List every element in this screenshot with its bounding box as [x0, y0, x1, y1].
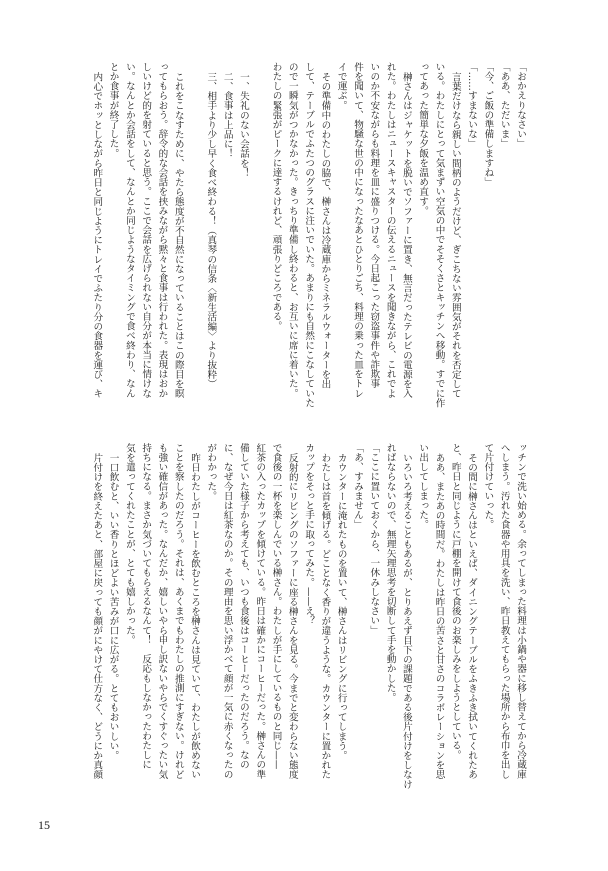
text-line: い出してしまった。 [417, 443, 429, 530]
text-line: 「……すまないな」 [466, 62, 478, 149]
text-line: 昨日わたしがコーヒーを飲むところを榊さんは見ていて、わたしが飲めない [189, 452, 201, 779]
list-item: 一、失礼のない会話を！ [237, 71, 249, 178]
text-line: ッチンで洗い始める。余ってしまった料理は小鍋や器に移し替えてから冷蔵庫 [515, 443, 526, 779]
list-item: 二、食事は上品に！ [221, 71, 233, 158]
text-line: とか食事が終了した。 [107, 62, 119, 158]
text-line: 一口飲むと、いい香りとほどよい苦みが口に広がる。とてもおいしい。 [107, 452, 119, 760]
text-line: で食後の一杯を楽しんでいる榊さん。わたしが手にしているものと同じ—— [270, 443, 282, 770]
text-line: と、昨日と同じように戸棚を開けて食後のお楽しみをしようとしている。 [449, 443, 461, 760]
text-line: 気を遣ってくれたことが、とても嬉しかった。 [123, 443, 135, 645]
text-line: いる。わたしにとって気まずい空気の中でそそくさとキッチンへ移動。すでに作 [433, 62, 445, 408]
text-line: ってあった簡単な夕飯を温め直す。 [417, 62, 429, 216]
text-line: 持ちになる。まさか気づいてもらえるなんて！ 反応もしなかったわたしに [140, 443, 152, 770]
text-line: 「おかえりなさい」 [515, 62, 526, 149]
text-line: ことを察したのだろう。それは、あくまでもわたしの推測にすぎない。けれど [172, 443, 184, 779]
text-line: 件を聞いて、物騒な世の中になったなあとひとりごち、料理の乗った皿をトレ [352, 62, 364, 398]
text-line: して、テーブルでふたつのグラスに注いでいた。あまりにも自然にこなしていた [303, 62, 315, 408]
text-line: 言葉だけなら親しい間柄のようだけど、ぎこちない雰囲気がそれを否定して [449, 71, 461, 398]
text-line: 紅茶の入ったカップを傾けている。昨日は確かにコーヒーだった。榊さんの準 [254, 443, 266, 779]
text-line: カウンターに淹れたものを置いて、榊さんはリビングに行ってしまう。 [335, 452, 347, 760]
text-line: 「ああ、ただいま」 [498, 62, 510, 149]
text-line: いのか不安ながらも料理を皿に盛りつける。今日起こった窃盗事件や詐欺事 [368, 62, 380, 389]
text-line: これをこなすために、やたら態度が不自然になっていることはこの際目を瞑 [172, 71, 184, 398]
text-line: カップをそっと手に取ってみた。——え？ [303, 443, 315, 626]
text-line: ので一瞬気がつかなかった。きっちり準備し終わると、お互いに席に着いた。 [286, 62, 298, 398]
text-line: れた。わたしはニュースキャスターの伝えるニュースを聞きながら、これでよ [384, 62, 396, 398]
text-line: に、なぜ今日は紅茶なのか。その理由を思い浮かべて顔が一気に赤くなったの [221, 443, 233, 779]
text-line: しいけど的を射ていると思う。ここで会話を広げられない自分が本当に情けな [140, 62, 152, 398]
lower-text-block [88, 443, 528, 805]
text-line: 「ここに置いておくから、一休みしなさい」 [368, 443, 380, 635]
text-line: がわかった。 [205, 443, 217, 501]
text-line: 「あ、すみません」 [352, 443, 364, 530]
text-line: へしまう。汚れた食器や用具を洗い、昨日教えてもらった場所から布巾を出し [498, 443, 510, 779]
upper-text-block [88, 62, 528, 424]
text-line: ああ、またあの時間だ。わたしは昨日の苦さと甘さのコラボレーションを思 [433, 452, 445, 779]
blank-line [186, 62, 202, 424]
text-line: 「今、ご飯の準備しますね」 [482, 62, 494, 187]
text-line: 片付けを終えたあと、部屋に戻っても顔がにやけて仕方なく、どうにか真顔 [91, 452, 103, 779]
text-line: 反射的にリビングのソファーに座る榊さんを見る。今までと変わらない態度 [286, 452, 298, 779]
text-line: も強い確信があった。なんだか、嬉しいやら申し訳ないやらでくすぐったい気 [156, 443, 168, 779]
list-item: 三、相手より少し早く食べ終わる！（真琴の信条〈新生活編〉より抜粋） [205, 71, 217, 389]
text-line: いろいろ考えることもあるが、とりあえず目下の課題である後片付けをしなけ [400, 452, 412, 789]
text-line: わたしは首を傾げる。どことなく香りが違うような。カウンターに置かれた [319, 452, 331, 779]
text-line: て片付けていった。 [482, 443, 494, 530]
text-line: その間に榊さんはといえば、ダイニングテーブルをふきふき拭いてくれたあ [466, 452, 478, 779]
page-number: 15 [38, 818, 50, 832]
text-line: 備していた様子から考えても、いつも食後はコーヒーだったのだろう。なの [237, 443, 249, 770]
text-line: わたしの緊張がピークに達するけれど、頑張りどころである。 [270, 62, 282, 331]
text-line: ればならないので、無理矢理思考を切断して手を動かした。 [384, 443, 396, 703]
text-line: ってもらおう。辞令的な会話を挟みながら黙々と食事は行われた。表現はおか [156, 62, 168, 398]
text-line: い。なんとか会話をして、なんとか同じようなタイミングで食べ終わり、なん [123, 62, 135, 398]
blank-line [251, 62, 267, 424]
text-line: その準備中のわたしの脇で、榊さんは冷蔵庫からミネラルウォーターを出 [319, 71, 331, 389]
text-line: 内心でホッとしながら昨日と同じようにトレイでふたり分の食器を運び、キ [91, 71, 103, 398]
text-line: 榊さんはジャケットを脱いでソファーに置き、無言だったテレビの電源を入 [400, 71, 412, 398]
text-line: イで運ぶ。 [335, 62, 347, 110]
